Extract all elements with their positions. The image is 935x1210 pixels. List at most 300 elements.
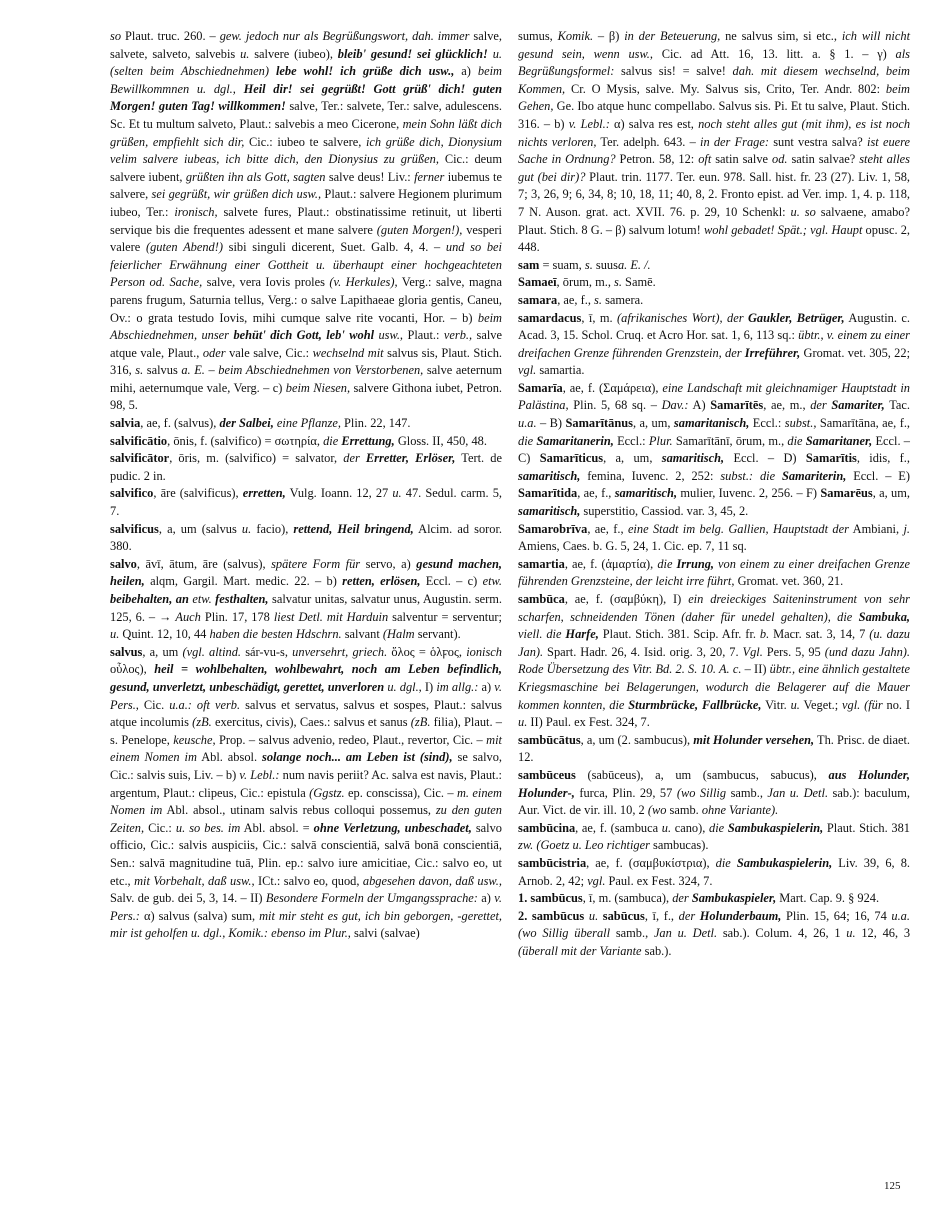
headword: samara	[518, 292, 558, 307]
entry-text: v. Pers.,	[110, 679, 502, 712]
entry-text: Verg.: salve, magna parens frugum, Saturnia tellus, Verg.: o salve Lapithaeae gloria gentis, Caneu, Ov.: o grata testudo Iovis, mihi cumque salve rite vocanti, Hor. – b)	[110, 275, 502, 325]
entry-text: α) salvus (salva) sum,	[139, 908, 260, 923]
entry-text: ionisch	[466, 644, 502, 659]
entry-text: (vgl. altind.	[182, 644, 242, 659]
entry-text: Gromat. vet. 360, 21.	[734, 574, 844, 589]
entry-text: – II)	[741, 662, 770, 677]
entry-text: Errettung,	[338, 433, 395, 448]
entry-text: salvo officio, Cic.: salvis auspiciis, Cic.: salvā conscientiā, salvā bonā conscientiā, Sen.: salvā magnitudine tuā, Plin. ep.: salvo iure amicitiae, Cic.: salvo eo, ut etc.,	[110, 820, 502, 888]
entry-text: zu den guten Zeiten,	[110, 803, 502, 835]
entry-text: , ī, m. (sambuca),	[582, 891, 673, 906]
entry-text: a)	[454, 64, 478, 79]
entry-text: u.	[661, 820, 672, 835]
left-column	[110, 28, 502, 943]
entry-text: femina, Iuvenc. 2, 252:	[580, 468, 721, 483]
headword: Samarēus	[820, 486, 873, 501]
entry-text: Cic. ad Att. 16, 13. litt. a. § 1. – γ)	[653, 46, 896, 61]
entry-text: vgl. (für	[842, 697, 883, 712]
entry-text: ich grüße dich, Dionysium velim salvere iubeas, ich bitte dich, den Dionysius zu grüßen,	[110, 134, 503, 167]
entry-text: die	[715, 855, 731, 870]
entry-text: Erretter, Erlöser,	[359, 451, 456, 466]
entry-text: in der Frage:	[700, 134, 769, 149]
entry-text: beim Bewillkommnen u. dgl.,	[110, 64, 503, 96]
entry-text: Th. Prisc. de diaet. 12.	[518, 732, 910, 765]
entry-text: u.	[846, 926, 856, 941]
entry-text: Samaritaner,	[802, 433, 873, 448]
entry-text: Gaukler, Betrüger,	[743, 310, 845, 325]
entry-text: , a, um,	[632, 416, 674, 431]
entry-text: vale salve, Cic.:	[225, 345, 313, 360]
entry-text: u.a. (wo Sillig überall	[518, 908, 910, 941]
entry-text: , ae, f.,	[577, 486, 615, 501]
entry-text: Komik.	[557, 29, 594, 43]
headword: sambūceus	[518, 767, 576, 782]
entry-text: Eccl.:	[613, 433, 649, 448]
entry-text: grüßten ihn als Gott, sagten	[185, 169, 326, 184]
entry-text: eine Stadt im belg. Gallien, Hauptstadt der	[627, 521, 849, 536]
entry-text: (guten Morgen!),	[376, 222, 463, 237]
entry-text: abgesehen davon, daß usw.,	[362, 873, 502, 888]
entry-text: erretten,	[242, 486, 286, 501]
entry-text: unversehrt, griech.	[292, 644, 388, 659]
entry-text: Plaut. Stich. 381. Scip. Afr. fr.	[598, 627, 760, 642]
headword: sambūca	[518, 592, 565, 606]
entry-text: beim Gehen,	[518, 81, 910, 114]
entry-text: , a, um (salvus	[158, 521, 242, 536]
entry-text: (zB.	[192, 715, 212, 730]
entry-text: exercitus, civis), Caes.: salvus et sanus	[211, 715, 411, 730]
entry-text: Ge. Ibo atque hunc compellabo. Salvus sis. Pi. Et tu salve, Plaut. Stich. 316. – b)	[518, 99, 910, 131]
dictionary-entry	[518, 556, 910, 591]
entry-text: subst.,	[784, 416, 817, 431]
entry-text: Macr. sat. 3, 14, 7	[769, 627, 870, 642]
entry-text: salve atque vale, Plaut.,	[110, 328, 502, 360]
headword: salvifico	[110, 486, 154, 501]
entry-text: s.	[614, 275, 622, 290]
entry-text: salvus sis, Plaut. Stich. 316,	[110, 345, 503, 378]
headword: Samarīticus	[539, 451, 604, 466]
entry-text: a)	[477, 891, 495, 906]
entry-text: sibi singuli dicerent, Suet. Galb. 4, 4. –	[222, 240, 446, 255]
entry-text: in der Beteuerung,	[624, 29, 721, 43]
entry-text: u.	[518, 715, 528, 730]
entry-text: usw.,	[374, 328, 404, 343]
entry-text: u.	[241, 521, 252, 536]
entry-text: der	[810, 398, 827, 413]
entry-text: ep. conscissa), Cic. –	[344, 785, 457, 800]
entry-text: ironisch,	[174, 204, 218, 219]
entry-text: (Ggstz.	[309, 785, 345, 800]
entry-text: , ae, f. (Σαμάρεια),	[562, 380, 663, 395]
entry-text: salve, salvete, salveto, salvebis	[110, 29, 502, 61]
entry-text: Plin. 22, 147.	[340, 416, 411, 431]
dictionary-entry	[518, 908, 910, 961]
entry-text: Plin. 5, 68 sq. –	[568, 398, 662, 413]
entry-text: viell. die	[518, 627, 562, 642]
entry-text: Ambiani,	[848, 521, 904, 536]
page-number: 125	[884, 1180, 901, 1192]
entry-text: festhalten,	[211, 592, 269, 606]
entry-text: Abl. absol., utinam salvis rebus colloqui possemus,	[162, 803, 436, 818]
entry-text: servo, a)	[360, 556, 417, 571]
entry-text: , idis, f.,	[856, 451, 910, 466]
entry-text: s.	[135, 363, 144, 378]
entry-text: u.	[392, 486, 402, 501]
entry-text: bleib' gesund! sei glücklich!	[337, 46, 488, 61]
headword: Samarītānus	[565, 416, 633, 431]
entry-text: num navis periit? Ac. salva est navis, Plaut.: argentum, Plaut.: clipeus, Cic.: epistula	[110, 767, 503, 800]
entry-text: , ōris, m. (salvifico) = salvator,	[169, 451, 344, 466]
headword: sambūcātus	[518, 732, 581, 747]
entry-text: im allg.:	[436, 679, 479, 694]
entry-text: (guten Abend!)	[145, 240, 223, 255]
dictionary-entry	[110, 433, 502, 451]
entry-text: als Begrüßungsformel:	[518, 46, 910, 79]
entry-text: der Salbei,	[219, 416, 274, 431]
entry-text: facio),	[251, 521, 294, 536]
entry-text: Cic.:	[144, 820, 176, 835]
entry-text: Gromat. vet. 305, 22;	[800, 345, 911, 360]
entry-text: οὗλος),	[110, 662, 155, 677]
entry-text: (afrikanisches Wort), der	[617, 310, 744, 325]
entry-text: beim Abschiednehmen, unser	[110, 310, 502, 343]
dictionary-entry	[110, 485, 502, 520]
entry-text: sunt vestra salva?	[768, 134, 868, 149]
entry-text: no. I	[882, 697, 910, 712]
entry-text	[236, 82, 244, 96]
entry-text: salventur = serventur;	[388, 609, 502, 624]
dictionary-entry	[110, 556, 502, 644]
entry-text: – β)	[593, 29, 625, 43]
entry-text: II) Paul. ex Fest. 324, 7.	[527, 715, 650, 730]
entry-text: v. Lebl.:	[239, 767, 280, 782]
entry-text: cano),	[671, 820, 710, 835]
headword: sabūcus	[598, 908, 645, 923]
entry-text: Sturmbrücke, Fallbrücke,	[624, 697, 762, 712]
entry-text: Samaritanerin,	[533, 433, 614, 448]
entry-text: (Halm	[382, 627, 415, 642]
entry-text: lebe wohl! ich grüße dich usw.,	[275, 64, 455, 79]
entry-text: Jan u. Detl.	[767, 785, 829, 800]
entry-text: Auch	[175, 609, 201, 624]
entry-text: servant).	[414, 627, 461, 642]
entry-text: mulier, Iuvenc. 2, 256. – F)	[677, 486, 821, 501]
entry-text: Tert. de pudic. 2 in.	[110, 451, 502, 483]
dictionary-entry	[110, 521, 502, 556]
entry-text: Plaut.: salvere Hegionem plurimum iubeo, Ter.:	[110, 187, 502, 219]
entry-text: (überall mit der Variante	[518, 943, 642, 958]
entry-text: Pers. 5, 95	[762, 644, 825, 659]
entry-text: und so bei feierlicher Erwähnung einer Gottheit u. überhaupt einer hochgeachteten Person od. Sache,	[110, 240, 503, 290]
headword: salvificātio	[110, 433, 168, 448]
entry-text: satin salve	[711, 152, 772, 167]
headword: salvus	[110, 644, 143, 659]
entry-text: mit Vorbehalt, daß usw.,	[134, 873, 255, 888]
entry-text: liest Detl. mit Harduin	[273, 609, 389, 624]
dictionary-entry	[518, 28, 910, 257]
entry-text: , ōrum, m.,	[556, 275, 615, 290]
entry-text: der	[678, 908, 696, 923]
entry-text: Liv. 39, 6, 8. Arnob. 2, 42;	[518, 855, 910, 888]
entry-text: salvus	[143, 363, 182, 378]
entry-text: ne salvus sim, si etc.,	[720, 29, 842, 43]
entry-text: , ae, f. (sambuca	[575, 820, 662, 835]
entry-text: salvere (iubeo),	[249, 46, 338, 61]
entry-text: Plaut. truc. 260. –	[121, 29, 220, 43]
entry-text: (sabūceus), a, um (sambucus, sabucus),	[575, 767, 829, 782]
headword: Samaeī	[518, 275, 557, 290]
headword: Samarītis	[805, 451, 857, 466]
entry-text: α) salva res est,	[609, 116, 699, 131]
entry-text: u.	[110, 627, 120, 642]
entry-text: von einem zu einer dreifachen Grenze führenden Grenzsteine, der leicht irre führt,	[518, 556, 911, 589]
entry-text: samaritisch,	[518, 468, 581, 483]
entry-text: u.a.	[518, 416, 537, 431]
entry-text: salve aeternum mihi, aeternumque vale, Verg. – c)	[110, 363, 502, 395]
entry-continuation	[110, 28, 502, 415]
entry-text: Plur.	[648, 433, 673, 448]
entry-text: s.	[584, 257, 593, 272]
entry-text: Spart. Hadr. 26, 4. Isid. orig. 3, 20, 7.	[543, 644, 743, 659]
entry-text: v. Lebl.:	[568, 116, 610, 131]
entry-text: samaritisch,	[518, 504, 581, 519]
entry-text: mit Holunder versehen,	[693, 732, 815, 747]
entry-text: s.	[594, 292, 602, 307]
dictionary-entry	[518, 732, 910, 767]
entry-text: iubemus te salvere,	[110, 169, 502, 202]
entry-text: u.	[584, 908, 599, 923]
entry-text: , a, um,	[872, 486, 910, 501]
entry-text: oder	[202, 345, 226, 360]
entry-text: salvus et servatus, salvus et sospes, Plaut.: salvus atque incolumis	[110, 697, 503, 730]
entry-text: ICt.: salvo eo, quod,	[254, 873, 363, 888]
entry-text: m. einem Nomen im	[110, 785, 502, 818]
entry-text: satin salvae?	[787, 152, 860, 167]
entry-text: , ī, f.,	[644, 908, 679, 923]
entry-text: oft	[698, 152, 712, 167]
entry-text: u.	[240, 46, 250, 61]
entry-text: salvatur unitas, salvatur unus, Augustin. serm. 125, 6. – →	[110, 592, 503, 624]
entry-text: a. E. /.	[617, 257, 651, 272]
entry-text: Harfe,	[561, 627, 599, 642]
entry-text: Petron. 58, 12:	[615, 152, 699, 167]
dictionary-entry	[518, 820, 910, 855]
entry-text: Jan u. Detl.	[653, 926, 718, 941]
entry-text: Cr. O Mysis, salve. My. Salvus sis, Crito, Ter. Andr. 802:	[565, 81, 886, 96]
entry-text: (v. Herkules),	[329, 275, 398, 290]
entry-text: mein Sohn läßt dich grüßen, empfiehlt sich dir,	[110, 116, 502, 149]
entry-text: Gloss. II, 450, 48.	[394, 433, 487, 448]
entry-text: ohne Variante).	[701, 803, 779, 818]
entry-text: Abl. absol.	[196, 750, 262, 765]
entry-text: eine Landschaft mit gleichnamiger Hauptstadt in Palästina,	[518, 380, 910, 413]
dictionary-entry	[518, 855, 910, 890]
entry-text: sei gegrüßt, wir grüßen dich usw.,	[151, 187, 322, 202]
entry-text: samaritisch,	[614, 486, 678, 501]
entry-text: u.	[790, 697, 800, 712]
entry-text: mit mir steht es gut, ich bin geborgen, -gerettet, mir ist geholfen u. dgl., Komik.: ebenso im Plur.,	[110, 908, 502, 941]
entry-text: samb.	[666, 803, 702, 818]
entry-text: u. so bes. im	[175, 820, 241, 835]
entry-text: Tac.	[884, 398, 910, 413]
entry-text: salvaene, amabo? Plaut. Stich. 8 G. – β) salvum lotum!	[518, 204, 910, 237]
entry-text: Eccl. – E)	[846, 468, 911, 483]
headword: salvificātor	[110, 451, 170, 466]
entry-text: der	[343, 451, 360, 466]
entry-text: salve, vera Iovis proles	[202, 275, 330, 290]
headword: samardacus	[518, 310, 582, 325]
entry-text: keusche,	[173, 732, 216, 747]
entry-text: , āre (salvificus),	[153, 486, 243, 501]
entry-text: furca, Plin. 29, 57	[574, 785, 677, 800]
entry-text: Vulg. Ioann. 12, 27	[285, 486, 393, 501]
entry-text: , ae, f. (salvus),	[140, 416, 220, 431]
entry-text: ein dreieckiges Saiteninstrument von sehr scharfen, schneidenden Tönen (daher für unedel gehalten), die	[518, 592, 910, 624]
entry-text: salve deus! Liv.:	[325, 169, 415, 184]
entry-text: 47. Sedul. carm. 5, 7.	[110, 486, 503, 519]
right-column	[518, 28, 910, 960]
entry-text: – B)	[536, 416, 566, 431]
entry-text: Samarītāna, ae, f.,	[816, 416, 911, 431]
entry-text: Samarītānī, ōrum, m.,	[672, 433, 788, 448]
entry-text: j.	[903, 521, 910, 536]
entry-text: salve, Ter.: salvete, Ter.: salve, adulescens. Sc. Et tu multum salveto, Plaut.: salvebis a meo Cicerone,	[110, 99, 502, 131]
entry-text: (wo	[647, 803, 667, 818]
entry-text: , ī, m.	[581, 310, 618, 325]
entry-text: superstitio, Cassiod. var. 3, 45, 2.	[580, 504, 749, 519]
entry-text: salvere Githona iubet, Petron. 98, 5.	[110, 380, 502, 413]
entry-text: b.	[759, 627, 770, 642]
dictionary-entry	[518, 890, 910, 908]
entry-text: samaritisch,	[661, 451, 725, 466]
entry-text: Irrung,	[672, 556, 715, 571]
entry-text: aus Holunder, Holunder-,	[518, 767, 910, 800]
entry-text: , a, um (2. sambucus),	[580, 732, 694, 747]
entry-text: a. E. – beim Abschiednehmen von Verstorbenen,	[181, 363, 424, 378]
entry-text: wechselnd mit	[312, 345, 384, 360]
entry-text: opusc. 2, 448.	[518, 222, 910, 255]
entry-text: Dav.:	[661, 398, 689, 413]
entry-text: Eccl. – D)	[724, 451, 806, 466]
entry-text: Abl. absol. =	[240, 820, 314, 835]
entry-text: gesund machen, heilen,	[110, 556, 502, 589]
entry-text: Eccl.:	[749, 416, 785, 431]
entry-text: u. dgl.,	[384, 679, 422, 694]
entry-text: die	[787, 433, 803, 448]
entry-text: Plin. 15, 64; 16, 74	[781, 908, 892, 923]
entry-text: Veget.;	[799, 697, 843, 712]
entry-text: der	[672, 891, 689, 906]
entry-text: spätere Form für	[271, 556, 361, 571]
entry-text: samb.,	[610, 926, 654, 941]
entry-text: ich will nicht gesund sein, wenn usw.,	[518, 29, 911, 61]
dictionary-entry	[518, 767, 910, 820]
entry-text: , ōnis, f. (salvifico) = σωτηρία,	[167, 433, 324, 448]
dictionary-entry	[518, 274, 910, 292]
headword: Samarīa	[518, 380, 563, 395]
entry-text: rettend, Heil bringend,	[293, 521, 414, 536]
entry-text: se salvo, Cic.: salvis suis, Liv. – b)	[110, 750, 502, 782]
entry-text: sab.).	[641, 943, 672, 958]
headword: 1. sambūcus	[518, 891, 583, 906]
headword: samartia	[518, 556, 565, 571]
entry-text: , ae, f. (σαμβυκίστρια),	[586, 855, 716, 870]
entry-text: Besondere Formeln der Umgangssprache:	[265, 891, 478, 906]
entry-text: alqm, Gargil. Mart. medic. 22. – b)	[144, 574, 343, 589]
entry-text: , ae, f.,	[587, 521, 628, 536]
entry-text: Augustin. c. Acad. 3, 15. Schol. Cruq. et Acro Hor. sat. 1, 6, 113 sq.:	[518, 310, 910, 343]
entry-text: Eccl. – C)	[518, 433, 910, 466]
entry-text: vgl.	[587, 873, 606, 888]
entry-text: u. (selten beim Abschiednehmen)	[110, 46, 502, 79]
dictionary-entry	[518, 591, 910, 732]
entry-text: retten, erlösen,	[342, 574, 421, 589]
entry-text: Ter. adelph. 643. –	[596, 134, 700, 149]
entry-text: Plaut.:	[403, 328, 444, 343]
entry-text: verb.,	[443, 328, 473, 343]
entry-text: Irreführer,	[741, 345, 801, 360]
entry-text: (wo Sillig	[676, 785, 727, 800]
entry-text: suus	[592, 257, 618, 272]
entry-text: beibehalten, an	[110, 592, 189, 606]
entry-text: Eccl. – c)	[420, 574, 483, 589]
entry-text: eine Pflanze,	[273, 416, 341, 431]
entry-text: salvant	[341, 627, 383, 642]
entry-text: Plaut. trin. 1177. Ter. eun. 978. Sall. hist. fr. 23 (27). Liv. 1, 58, 7; 3, 26, 9; 6, 34, 8; 10, 18, 11; 40, 8, 2. Fronto epist. ad Ver. imp. 1, 4. p. 118, 7 N. Auson. grat. act. XVII. 76. p. 29, 10 Schenkl:	[518, 169, 910, 219]
entry-text: 12, 46, 3	[855, 926, 911, 941]
entry-text: vgl.	[518, 363, 537, 378]
headword: Samarītida	[518, 486, 578, 501]
entry-text: Cic.	[138, 697, 170, 712]
entry-text: u.a.: oft verb.	[169, 697, 241, 712]
entry-text: od.	[772, 152, 788, 167]
entry-text: , a, um,	[603, 451, 662, 466]
entry-text: solange noch... am Leben ist (sind),	[262, 750, 453, 765]
entry-text: samaritanisch,	[673, 416, 750, 431]
entry-text: u. so	[790, 204, 816, 219]
entry-text: beim Niesen,	[285, 380, 351, 395]
entry-text: samera.	[601, 292, 644, 307]
entry-text: Samariter,	[826, 398, 885, 413]
entry-text: noch steht alles gut (mit ihm), es ist noch nichts verloren,	[518, 116, 911, 149]
entry-text: die	[657, 556, 673, 571]
dictionary-entry	[110, 644, 502, 943]
entry-text: samb.,	[726, 785, 768, 800]
headword: sam	[518, 257, 540, 272]
entry-text: samartia.	[536, 363, 585, 378]
entry-text: salvi (salvae)	[350, 926, 420, 941]
entry-text: Cic.: iubeo te salvere,	[244, 134, 366, 149]
entry-text: Prop. – salvus advenio, redeo, Plaut., revertor, Cic. –	[215, 732, 487, 747]
entry-text: so	[110, 29, 122, 43]
entry-text: v. Pers.:	[110, 891, 502, 923]
entry-text: übtr., v. einem zu einer dreifachen Grenze führenden Grenzstein, der	[518, 328, 910, 360]
entry-text: etw.	[482, 574, 502, 589]
entry-text: Plin. 17, 178	[200, 609, 274, 624]
entry-text: sumus,	[518, 29, 558, 43]
entry-text: (zB.	[410, 715, 431, 730]
entry-text: heil = wohlbehalten, wohlbewahrt, noch am Leben befindlich, gesund, unverletzt, unbeschädigt, gerettet, unverloren	[110, 662, 502, 694]
entry-text: mit einem Nomen im	[110, 732, 502, 765]
dictionary-entry	[518, 521, 910, 556]
entry-text: sab.): baculum, Aur. Vict. de vir. ill. 10, 2	[518, 785, 910, 818]
entry-text: Salv. de gub. dei 5, 3, 14. – II)	[110, 891, 266, 906]
entry-text: übtr., eine ähnlich gestaltete Kriegsmaschine bei Belagerungen, wodurch die Belagerer auf die Mauer kommen konnten, die	[518, 662, 910, 712]
headword: sambūcina	[518, 820, 576, 835]
entry-text: (u. dazu Jan).	[518, 627, 910, 659]
entry-text: Samē.	[621, 275, 656, 290]
entry-text: die	[709, 820, 725, 835]
